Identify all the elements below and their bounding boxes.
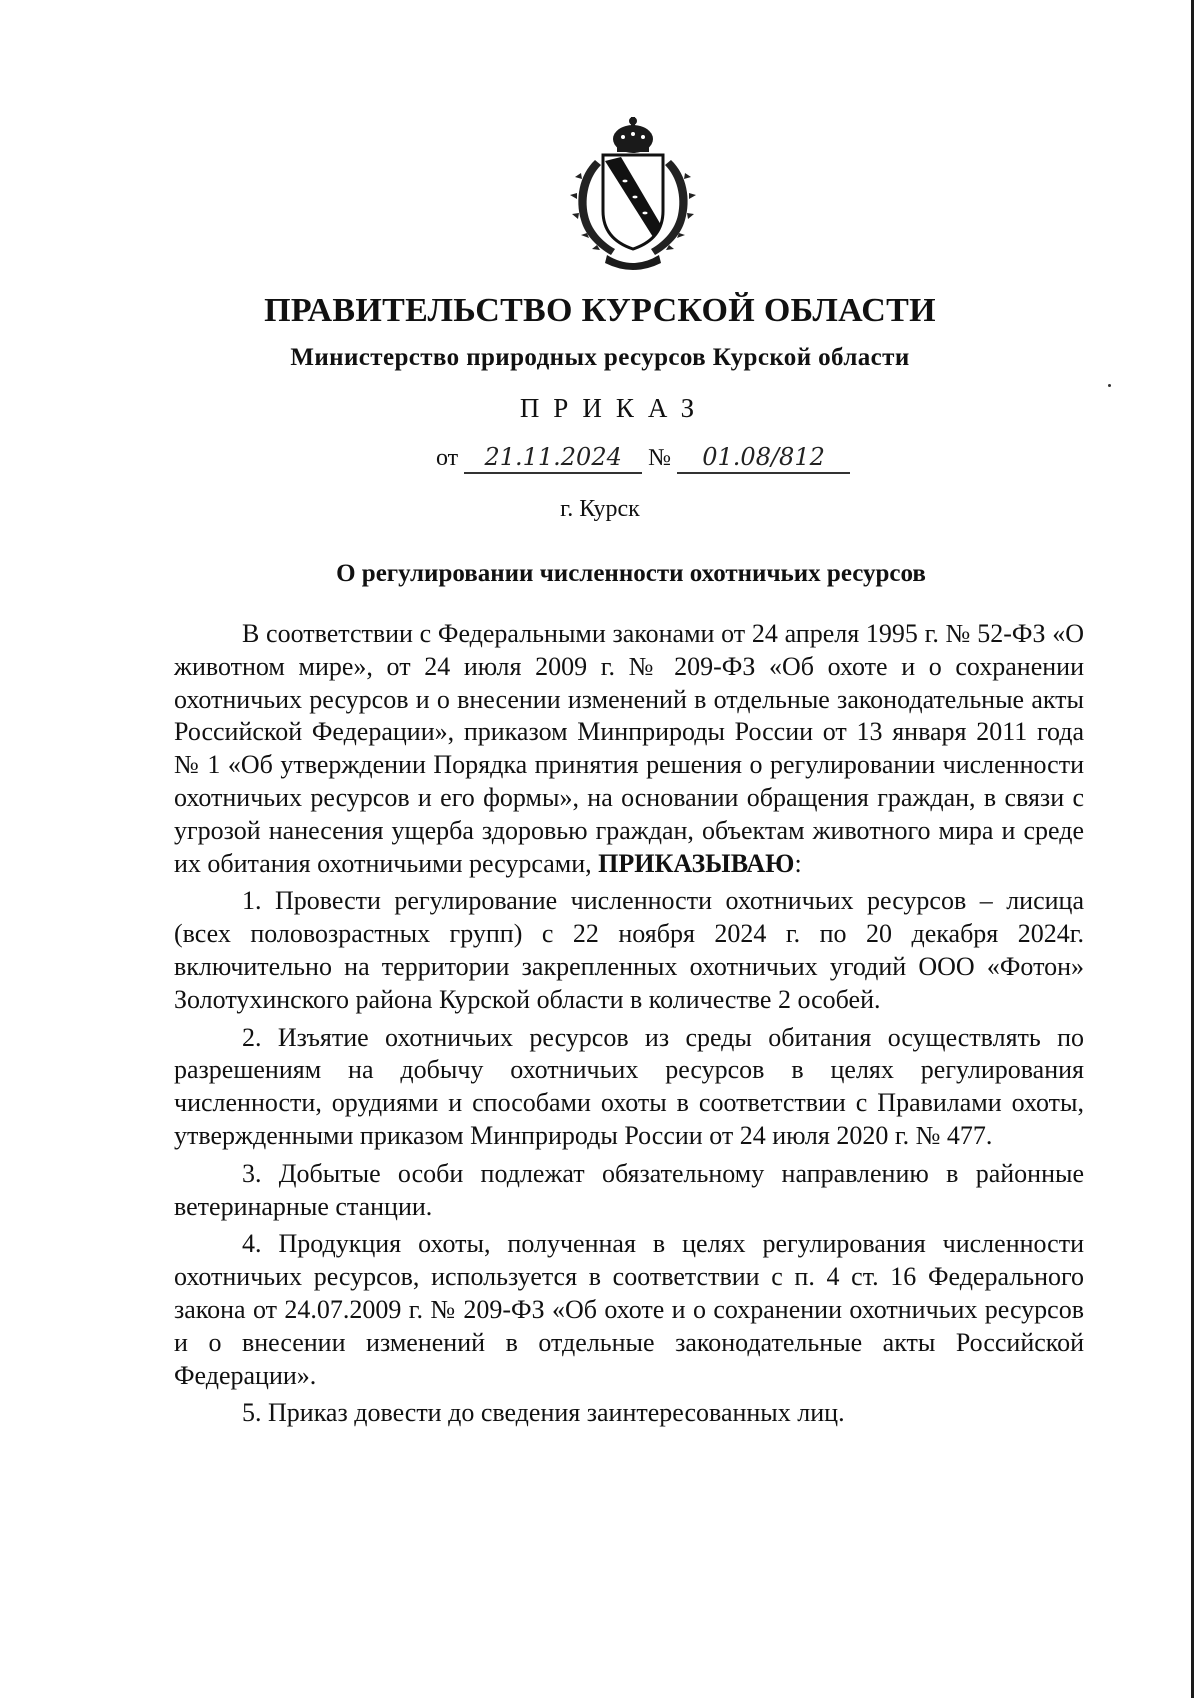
preamble-paragraph [174, 618, 1084, 880]
handwritten-number: 01.08/812 [677, 443, 850, 474]
command-suffix: : [794, 848, 802, 878]
order-body [174, 618, 1084, 1430]
document-type: ПРИКАЗ [519, 393, 709, 423]
kursk-coat-of-arms-icon [567, 115, 699, 273]
order-item-2: 2. Изъятие охотничьих ресурсов из среды обитания осуществлять по разрешениям на добычу охотничьих ресурсов в целях регулирования численности, орудиями и способами охоты в соответствии с Правилами охоты, утвержденными приказом Минприроды России от 24 июля 2020 г. № 477. [174, 1022, 1084, 1150]
date-prefix: от [436, 445, 459, 471]
order-item-4: 4. Продукция охоты, полученная в целях регулирования численности охотничьих ресурсов, используется в соответствии с п. 4 ст. 16 Федерального закона от 24.07.2009 г. № 209-ФЗ «Об охоте и о сохранении охотничьих ресурсов и о внесении изменений в отдельные законодательные акты Российской Федерации». [174, 1229, 1084, 1390]
scan-speck [1108, 384, 1111, 387]
order-item-3: 3. Добытые особи подлежат обязательному направлению в районные ветеринарные станции. [174, 1158, 1084, 1221]
order-item-1: 1. Провести регулирование численности охотничьих ресурсов – лисица (всех половозрастных групп) с 22 ноября 2024 г. по 20 декабря 2024г. включительно на территории закрепленных охотничьих угодий ООО «Фотон» Золотухинского района Курской области в количестве 2 особей. [174, 886, 1084, 1014]
order-subject: О регулировании численности охотничьих ресурсов [336, 560, 926, 587]
number-prefix: № [648, 445, 672, 471]
date-number-line [436, 443, 850, 479]
city: г. Курск [560, 496, 640, 522]
order-item-5: 5. Приказ довести до сведения заинтересованных лиц. [242, 1398, 845, 1428]
ministry-title: Министерство природных ресурсов Курской области [290, 344, 910, 371]
handwritten-date: 21.11.2024 [464, 443, 642, 474]
scan-edge [1191, 0, 1194, 1698]
government-title: ПРАВИТЕЛЬСТВО КУРСКОЙ ОБЛАСТИ [264, 292, 936, 329]
command-word: ПРИКАЗЫВАЮ [598, 848, 795, 878]
preamble-text: В соответствии с Федеральными законами от 24 апреля 1995 г. № 52-ФЗ «О животном мире», от 24 июля 2009 г. № 209-ФЗ «Об охоте и о сохранении охотничьих ресурсов и о внесении изменений в отдельные законодательные акты Российской Федерации», приказом Минприроды России от 13 января 2011 года № 1 «Об утверждении Порядка принятия решения о регулировании численности охотничьих ресурсов и его формы», на основании обращения граждан, в связи с угрозой нанесения ущерба здоровью граждан, объектам животного мира и среде их обитания охотничьими ресурсами, [174, 619, 1084, 878]
